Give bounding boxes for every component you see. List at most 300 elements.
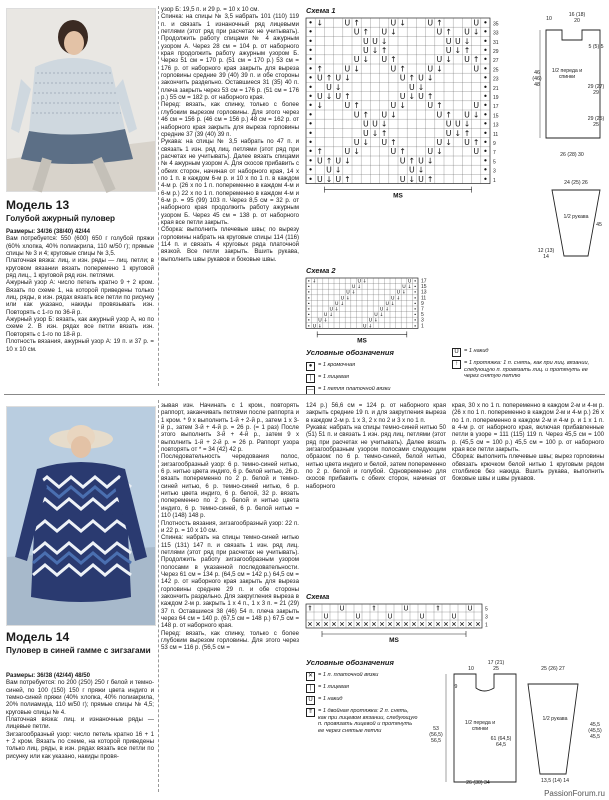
legend-14-title: Условные обозначения	[306, 658, 394, 667]
svg-text:U: U	[403, 604, 409, 613]
svg-text:U: U	[464, 55, 470, 65]
svg-text:U: U	[335, 301, 339, 307]
model-14-number: Модель 14	[6, 630, 70, 644]
svg-text:•: •	[483, 147, 488, 157]
model-13-para: Плотность вязания, ажурный узор А: 19 п. и 37 р. = 10 х 10 см.	[6, 338, 154, 353]
svg-text:U: U	[390, 64, 397, 74]
dim-label: 53 (56,5) 56,5	[429, 726, 443, 744]
legend-item: ⇑ = 1 двойная протяжка: 2 п. снять, как при лицевом вязании, следующую п. провязать лицевой и протянуть ее через снятые петли	[307, 708, 418, 734]
svg-text:U: U	[396, 290, 401, 296]
svg-text:•: •	[483, 55, 488, 65]
svg-text:✕: ✕	[371, 620, 377, 629]
svg-text:↑: ↑	[362, 110, 370, 120]
dim-label: 26 (30) 34	[466, 780, 490, 786]
svg-text:•: •	[413, 313, 417, 319]
svg-text:✕: ✕	[403, 620, 409, 629]
svg-text:↓: ↓	[426, 156, 434, 166]
svg-text:↑: ↑	[399, 64, 406, 74]
svg-text:↑: ↑	[344, 174, 351, 184]
svg-text:U: U	[419, 612, 425, 621]
svg-text:U: U	[344, 64, 351, 74]
svg-text:U: U	[473, 64, 480, 74]
svg-text:27: 27	[493, 58, 499, 65]
svg-text:1: 1	[421, 323, 424, 330]
svg-text:U: U	[353, 110, 360, 120]
dim-label: 12 (13) 14	[537, 248, 555, 260]
model-14-sleeve-diagram	[522, 670, 584, 786]
knit-stitch-icon: |	[306, 684, 315, 693]
model-14-left-text	[6, 672, 154, 760]
svg-text:✕: ✕	[427, 620, 433, 629]
svg-text:U: U	[353, 55, 360, 65]
svg-text:U: U	[418, 156, 424, 166]
svg-text:↓: ↓	[329, 313, 334, 319]
column-divider	[158, 6, 159, 386]
model-13-para: Ажурный узор А: число петель кратно 9 + 2 кром. Вязать по схеме 1, на которой приведены только лиц. ряды, в изн. рядах вязать все петли по рисунку или как указано, накиды провязывать изн. Повторять с 1-го по 36-й р.	[6, 279, 154, 316]
legend-item: | = 1 лицевая	[306, 684, 418, 693]
svg-text:↓: ↓	[436, 147, 443, 157]
model-14-para: Зигзагообразный узор: число петель кратно 16 + 1 + 2 кром. Вязать по схеме, на которой приведены только лиц. ряды, в изн. рядах вязать все петли по рисунку или как указано, накиды провя-	[6, 730, 154, 760]
svg-text:↑: ↑	[353, 18, 360, 28]
svg-text:↑: ↑	[380, 128, 388, 138]
svg-text:✕: ✕	[339, 620, 345, 629]
svg-text:•: •	[307, 279, 311, 285]
svg-text:•: •	[483, 137, 488, 147]
svg-text:U: U	[326, 82, 332, 92]
svg-text:U: U	[323, 612, 329, 621]
svg-text:25: 25	[493, 67, 499, 74]
model-13-mid-text	[161, 6, 299, 263]
svg-text:↑: ↑	[353, 101, 360, 111]
svg-text:↓: ↓	[407, 285, 412, 291]
svg-text:U: U	[355, 612, 361, 621]
svg-text:U: U	[418, 174, 424, 184]
svg-text:U: U	[445, 119, 452, 129]
svg-text:•: •	[483, 128, 488, 138]
svg-text:↑: ↑	[390, 137, 397, 147]
svg-text:•: •	[308, 174, 313, 184]
svg-text:↓: ↓	[390, 110, 397, 120]
model-13-photo	[6, 8, 156, 192]
section-divider	[4, 394, 605, 395]
svg-text:✕: ✕	[379, 620, 385, 629]
svg-text:11: 11	[421, 295, 427, 302]
svg-text:U: U	[418, 73, 424, 83]
svg-text:•: •	[308, 45, 313, 55]
model-14-para: Вам потребуется: по 200 (250) 250 г белой и темно-синей, по 100 (150) 150 г пряжи цвета индиго и темно-синей пряжи (40% хлопка, 40% полиакрила, 20% полиамида, 110 м/50 г); прямые спицы № 4,5; круговые спицы № 4.	[6, 679, 154, 716]
svg-text:U: U	[344, 18, 351, 28]
svg-text:↓: ↓	[417, 165, 425, 175]
model-13-number: Модель 13	[6, 198, 70, 212]
svg-text:U: U	[390, 147, 397, 157]
svg-text:U: U	[335, 156, 342, 166]
svg-text:35: 35	[493, 21, 499, 28]
svg-text:3: 3	[485, 614, 488, 621]
garter-stitch-icon: —	[307, 387, 314, 393]
svg-text:U: U	[454, 36, 461, 46]
dim-label: 61 (64,5) 64,5	[490, 736, 512, 748]
model-14-col3-text	[306, 402, 446, 490]
svg-text:9: 9	[421, 300, 424, 307]
dim-label: 5 (5) 5	[588, 44, 604, 50]
svg-text:U: U	[344, 101, 351, 111]
svg-text:↑: ↑	[316, 64, 324, 74]
svg-text:↓: ↓	[454, 45, 462, 55]
svg-text:↓: ↓	[362, 137, 370, 147]
legend-item: U = 1 накид	[452, 348, 602, 357]
svg-text:↓: ↓	[380, 36, 388, 46]
model-13-para: Вам потребуется: 550 (600) 650 г голубой пряжи (60% хлопка, 40% полиакрила, 110 м/50 г); прямые спицы № 3 и 4; круговые спицы № 3,5.	[6, 235, 154, 258]
svg-text:U: U	[362, 128, 369, 138]
svg-text:U: U	[316, 174, 323, 184]
svg-text:U: U	[362, 119, 369, 129]
svg-text:•: •	[308, 91, 313, 101]
column-divider	[158, 400, 159, 792]
svg-text:•: •	[308, 55, 313, 65]
model-13-para: Спинка: на спицы № 3,5 набрать 101 (110) 119 п. и связать 1 изнаночный ряд лицевыми петлями (этот ряд при расчетах не учитывать). Продолжить работу спицами № 4 ажурным узором А. Через 28 см = 104 р. от наборного края продолжить работу ажурным узором Б. Через 51 см = 170 р. (51 см = 170 р.) 53 см = 176 р. от наборного края закрыть для выреза горловины средние 39 (40) 39 п. и обе стороны закончить раздельно. Оставшиеся 31 (35) 40 п. плеча закрыть через 53 см = 176 р. (51 см = 176 р.) 55 см = 182 р. от наборного края.	[161, 13, 299, 102]
svg-text:•: •	[483, 45, 488, 55]
svg-text:↓: ↓	[368, 324, 373, 330]
model-14-para: Сборка: выполнить плечевые швы; вырез горловины обвязать крючком белой нитью 1 круговым рядом столбиков без накида. Вшить рукава, выполнить боковые швы и швы рукавов.	[452, 453, 604, 483]
svg-text:↑: ↑	[426, 174, 434, 184]
svg-text:U: U	[381, 55, 388, 65]
dim-label: 29 (27) 29	[587, 84, 605, 96]
svg-text:✕: ✕	[443, 620, 449, 629]
svg-text:•: •	[307, 285, 311, 291]
svg-text:U: U	[390, 101, 397, 111]
model-14-para: Рукава: набрать на спицы темно-синей нитью 50 (51) 51 п. и связать 1 изн. ряд лиц. петлями (этот ряд при расчетах не учитывать). Далее вязать зигзагообразным узором полосами следующим образом: по 6 р. темно-синей, белой нитью, нитью цвета индиго и белой, затем попеременно по 2 р. белой и голубой. Одновременно для скосов прибавить с обеих сторон, начиная от наборного	[306, 424, 446, 490]
svg-text:↓: ↓	[325, 174, 333, 184]
svg-text:✕: ✕	[451, 620, 457, 629]
svg-text:↑: ↑	[472, 137, 480, 147]
dim-label: 25 (26) 27	[541, 666, 565, 672]
svg-text:U: U	[473, 147, 480, 157]
svg-text:↓: ↓	[399, 101, 406, 111]
model-14-para: Платочная вязка: лиц. и изнаночные ряды — лицевые петли.	[6, 716, 154, 731]
svg-text:↓: ↓	[323, 318, 328, 324]
svg-text:↓: ↓	[374, 318, 378, 324]
garter-stitch-icon: ✕	[307, 673, 314, 679]
svg-text:↓: ↓	[408, 91, 416, 101]
model-13-sizes: Размеры: 34/36 (38/40) 42/44	[6, 228, 91, 235]
svg-text:↑: ↑	[362, 27, 370, 37]
dim-label: 13,5 (14) 14	[541, 778, 569, 784]
legend-13-title: Условные обозначения	[306, 348, 394, 357]
svg-text:•: •	[483, 110, 488, 120]
dim-label: 1/2 переда и спинки	[551, 68, 583, 80]
svg-text:↓: ↓	[353, 64, 360, 74]
svg-text:U: U	[467, 604, 473, 613]
svg-text:✕: ✕	[467, 620, 473, 629]
svg-text:↓: ↓	[463, 119, 471, 129]
svg-text:↑: ↑	[426, 91, 434, 101]
svg-text:↓: ↓	[316, 101, 324, 111]
dim-label: 10	[468, 666, 474, 672]
svg-text:U: U	[427, 101, 434, 111]
svg-text:•: •	[308, 156, 313, 166]
svg-text:↑: ↑	[445, 110, 452, 120]
model-13-left-text	[6, 228, 154, 353]
svg-text:↓: ↓	[334, 165, 342, 175]
watermark: PassionForum.ru	[544, 789, 605, 798]
svg-text:23: 23	[493, 76, 499, 83]
svg-text:7: 7	[493, 150, 496, 157]
svg-text:✕: ✕	[307, 620, 313, 629]
svg-text:13: 13	[421, 289, 427, 296]
model-14-para: края, 30 х по 1 п. попеременно в каждом 2-м и 4-м р. (26 х по 1 п. попеременно в каждом 2-м и 4-м р.) 26 х по 1 п. попеременно в каждом 2-м и 4-м р. и 1 х 1 п. в 4-м р. от наборного края, включая прибавленные петли в узоре = 111 (115) 119 п. Через 45,5 см = 100 р. (45,5 см = 100 р.) 45,5 см = 100 р. от наборного края все петли закрыть.	[452, 402, 604, 454]
svg-text:•: •	[308, 128, 313, 138]
svg-text:✕: ✕	[331, 620, 337, 629]
svg-text:U: U	[381, 110, 388, 120]
schema-14-title: Схема	[306, 592, 330, 601]
svg-text:↓: ↓	[362, 55, 370, 65]
svg-text:↓: ↓	[357, 285, 362, 291]
svg-text:U: U	[436, 55, 443, 65]
svg-text:U: U	[436, 110, 443, 120]
schema-1-title: Схема 1	[306, 6, 336, 15]
svg-text:↓: ↓	[346, 296, 350, 302]
svg-text:↑: ↑	[380, 45, 388, 55]
svg-text:U: U	[362, 36, 369, 46]
svg-text:↑: ↑	[463, 45, 471, 55]
svg-text:U: U	[445, 45, 452, 55]
svg-text:↓: ↓	[472, 110, 480, 120]
svg-text:↓: ↓	[454, 128, 462, 138]
svg-text:↓: ↓	[426, 73, 434, 83]
svg-text:•: •	[483, 64, 488, 74]
svg-text:U: U	[399, 156, 406, 166]
svg-text:U: U	[407, 279, 412, 285]
schema-1-grid	[306, 18, 506, 238]
svg-text:U: U	[436, 137, 443, 147]
svg-text:U: U	[363, 324, 367, 330]
svg-text:U: U	[339, 604, 345, 613]
dim-label: 29 (25) 25	[587, 116, 605, 128]
model-13-para: Платочная вязка: лиц. и изн. ряды — лиц. петли; в круговом вязании вязать поперемено 1 круговой ряд лиц., 1 круговой ряд изн. петлями.	[6, 257, 154, 280]
svg-text:17: 17	[421, 278, 427, 285]
svg-text:↓: ↓	[344, 73, 351, 83]
svg-text:•: •	[483, 27, 488, 37]
svg-text:⇑: ⇑	[307, 604, 313, 613]
svg-text:↓: ↓	[402, 290, 406, 296]
svg-text:✕: ✕	[355, 620, 361, 629]
svg-text:↓: ↓	[399, 18, 406, 28]
svg-text:•: •	[483, 91, 488, 101]
svg-text:↓: ↓	[385, 307, 390, 313]
knit-stitch-icon: |	[306, 374, 315, 383]
svg-text:U: U	[451, 612, 457, 621]
svg-text:•: •	[307, 290, 311, 296]
svg-text:⇑: ⇑	[435, 604, 441, 613]
model-13-para: Рукава: на спицы № 3,5 набрать по 47 п. и связать 1 изн. ряд лиц. петлями (этот ряд при расчетах не учитывать). Далее вязать спицами № 4 ажурным узором А. Для скосов прибавить с обеих сторон, начиная от наборного края, 14 х по 1 п. в каждом 6-м р. и 10 х по 1 п. в каждом 4-м р. (26 х по 1 п. попеременно в каждом 4-м и 6-м р.) 22 х по 1 п. попеременно в каждом 4-м и 6-м р. = 95 (99) 103 п. Через 8,5 см = 32 р. от наборного края продолжить работу ажурным узором Б. Через 45 см = 138 р. от наборного края все петли закрыть.	[161, 138, 299, 226]
svg-text:↓: ↓	[396, 296, 401, 302]
svg-text:U: U	[427, 64, 434, 74]
svg-text:↓: ↓	[390, 27, 397, 37]
svg-text:⇑: ⇑	[371, 604, 377, 613]
svg-text:•: •	[413, 290, 417, 296]
dim-label: 17 (21) 25	[487, 660, 505, 672]
svg-text:21: 21	[493, 85, 499, 92]
svg-text:↓: ↓	[344, 156, 351, 166]
svg-text:U: U	[372, 36, 378, 46]
svg-text:U: U	[381, 27, 388, 37]
dim-label: 45	[596, 222, 602, 228]
svg-text:•: •	[483, 18, 488, 28]
svg-text:↑: ↑	[325, 73, 333, 83]
dim-label: 10	[546, 16, 552, 22]
schema-14-grid	[306, 604, 486, 648]
svg-text:1: 1	[485, 622, 488, 629]
svg-text:↓: ↓	[351, 290, 356, 296]
svg-text:U: U	[368, 318, 373, 324]
svg-text:•: •	[483, 156, 488, 166]
svg-text:U: U	[399, 174, 406, 184]
svg-text:15: 15	[421, 284, 427, 291]
dim-label: 1/2 рукава	[563, 214, 589, 220]
svg-text:U: U	[329, 307, 333, 313]
schema-2-title: Схема 2	[306, 266, 336, 275]
model-13-para: Перед: вязать, как спинку, только с более глубоким вырезом горловины. Для этого через 46 см = 156 р. (46 см = 156 р.) 48 см = 162 р. от наборного края закрыть для выреза горловины средние 37 (39 (40) 39 п.	[161, 101, 299, 138]
svg-text:↓: ↓	[436, 64, 443, 74]
svg-text:↓: ↓	[417, 82, 425, 92]
svg-text:↓: ↓	[390, 301, 395, 307]
svg-text:↑: ↑	[408, 73, 416, 83]
svg-text:•: •	[307, 301, 311, 307]
svg-text:↓: ↓	[318, 324, 322, 330]
svg-text:↑: ↑	[472, 55, 480, 65]
svg-text:U: U	[346, 290, 350, 296]
svg-text:MS: MS	[393, 192, 403, 200]
svg-text:MS: MS	[389, 637, 399, 644]
svg-text:U: U	[464, 137, 470, 147]
svg-text:U: U	[408, 165, 415, 175]
svg-text:U: U	[340, 296, 345, 302]
svg-text:11: 11	[493, 131, 499, 138]
svg-text:29: 29	[493, 48, 499, 55]
svg-text:•: •	[308, 82, 313, 92]
model-13-para: Ажурный узор Б: вязать, как ажурный узор А, но по схеме 2. В изн. рядах все петли вязать изн. Повторять с 1-го по 18-й р.	[6, 316, 154, 338]
svg-text:↓: ↓	[334, 307, 339, 313]
dim-label: 46 (46) 48	[532, 70, 542, 88]
svg-text:↑: ↑	[436, 101, 443, 111]
svg-text:•: •	[483, 36, 488, 46]
model-14-title: Пуловер в синей гамме с зигзагами	[6, 646, 151, 655]
svg-text:↓: ↓	[463, 36, 471, 46]
svg-text:U: U	[344, 147, 351, 157]
svg-text:•: •	[413, 285, 417, 291]
svg-text:•: •	[483, 119, 488, 129]
svg-text:U: U	[385, 301, 389, 307]
model-14-para: Последовательность чередования полос, зигзагообразный узор: 6 р. темно-синей нитью, 6 р. нитью цвета индиго, 6 р. белой нитью, 26 р. вязать попеременно по 2 р. белой и темно-синей нитью, 6 р. темно-синей нитью, 6 р. нитью цвета индиго, 6 р. белой, 32 р. вязать попеременно по 2 р. белой и нитью цвета индиго, 6 р. темно-синей, 6 р. белой нитью = 110 (148) 148 р.	[161, 453, 299, 520]
svg-text:↓: ↓	[371, 45, 379, 55]
svg-text:U: U	[427, 18, 434, 28]
svg-text:↓: ↓	[371, 128, 379, 138]
legend-item: U = 1 накид	[306, 696, 418, 705]
svg-text:↓: ↓	[312, 279, 317, 285]
svg-text:↓: ↓	[340, 301, 345, 307]
legend-item: ✕ = 1 п. платочной вязки	[307, 672, 379, 679]
svg-text:↓: ↓	[408, 174, 416, 184]
svg-text:7: 7	[421, 306, 424, 313]
svg-text:•: •	[413, 296, 417, 302]
svg-text:✕: ✕	[363, 620, 369, 629]
svg-text:U: U	[473, 18, 480, 28]
svg-text:↑: ↑	[445, 27, 452, 37]
svg-text:✕: ✕	[475, 620, 481, 629]
svg-text:•: •	[483, 174, 488, 184]
svg-text:U: U	[318, 318, 322, 324]
svg-text:•: •	[308, 101, 313, 111]
svg-text:✕: ✕	[395, 620, 401, 629]
svg-text:U: U	[316, 73, 323, 83]
svg-text:↓: ↓	[316, 18, 324, 28]
model-14-photo	[6, 406, 156, 626]
svg-text:U: U	[312, 324, 317, 330]
svg-text:3: 3	[421, 317, 424, 324]
svg-text:U: U	[408, 82, 415, 92]
svg-text:↓: ↓	[472, 27, 480, 37]
svg-text:U: U	[357, 279, 361, 285]
svg-text:✕: ✕	[323, 620, 329, 629]
svg-text:U: U	[473, 101, 480, 111]
model-14-mid-text	[161, 402, 299, 652]
dim-label: 9	[454, 684, 458, 690]
svg-text:U: U	[436, 27, 443, 37]
dim-label: 1/2 рукава	[542, 716, 568, 722]
svg-text:•: •	[413, 318, 417, 324]
dim-label: 45,5 (45,5) 45,5	[588, 722, 602, 740]
legend-item: ● = 1 кромочная	[306, 362, 436, 371]
svg-text:•: •	[483, 82, 488, 92]
svg-text:U: U	[427, 147, 434, 157]
svg-text:U: U	[454, 119, 461, 129]
svg-text:U: U	[402, 285, 406, 291]
svg-text:U: U	[464, 27, 470, 37]
svg-text:3: 3	[493, 168, 496, 175]
svg-text:↑: ↑	[325, 156, 333, 166]
svg-text:U: U	[335, 91, 342, 101]
svg-text:U: U	[316, 91, 323, 101]
svg-text:•: •	[413, 279, 417, 285]
svg-text:✕: ✕	[315, 620, 321, 629]
svg-text:•: •	[308, 119, 313, 129]
svg-text:U: U	[445, 36, 452, 46]
svg-text:U: U	[399, 91, 406, 101]
svg-text:•: •	[307, 307, 311, 313]
svg-text:•: •	[483, 101, 488, 111]
svg-text:✕: ✕	[435, 620, 441, 629]
svg-text:31: 31	[493, 39, 499, 46]
svg-text:5: 5	[493, 159, 496, 166]
svg-text:↓: ↓	[380, 119, 388, 129]
schema-2-grid	[306, 278, 506, 345]
legend-13-left	[306, 362, 436, 398]
svg-text:•: •	[413, 324, 417, 330]
svg-text:•: •	[308, 27, 313, 37]
svg-text:↑: ↑	[316, 147, 324, 157]
svg-text:U: U	[464, 110, 470, 120]
svg-text:↓: ↓	[334, 82, 342, 92]
model-14-para: Перед: вязать, как спинку, только с более глубоким вырезом горловины. Для этого через 53 см = 116 р. (56,5 см =	[161, 629, 299, 652]
svg-text:U: U	[362, 45, 369, 55]
svg-text:•: •	[308, 64, 313, 74]
dim-label: 24 (25) 26	[564, 180, 588, 186]
svg-text:U: U	[316, 156, 323, 166]
svg-text:✕: ✕	[387, 620, 393, 629]
svg-text:U: U	[387, 612, 393, 621]
svg-text:•: •	[308, 137, 313, 147]
legend-13-right	[452, 348, 602, 383]
